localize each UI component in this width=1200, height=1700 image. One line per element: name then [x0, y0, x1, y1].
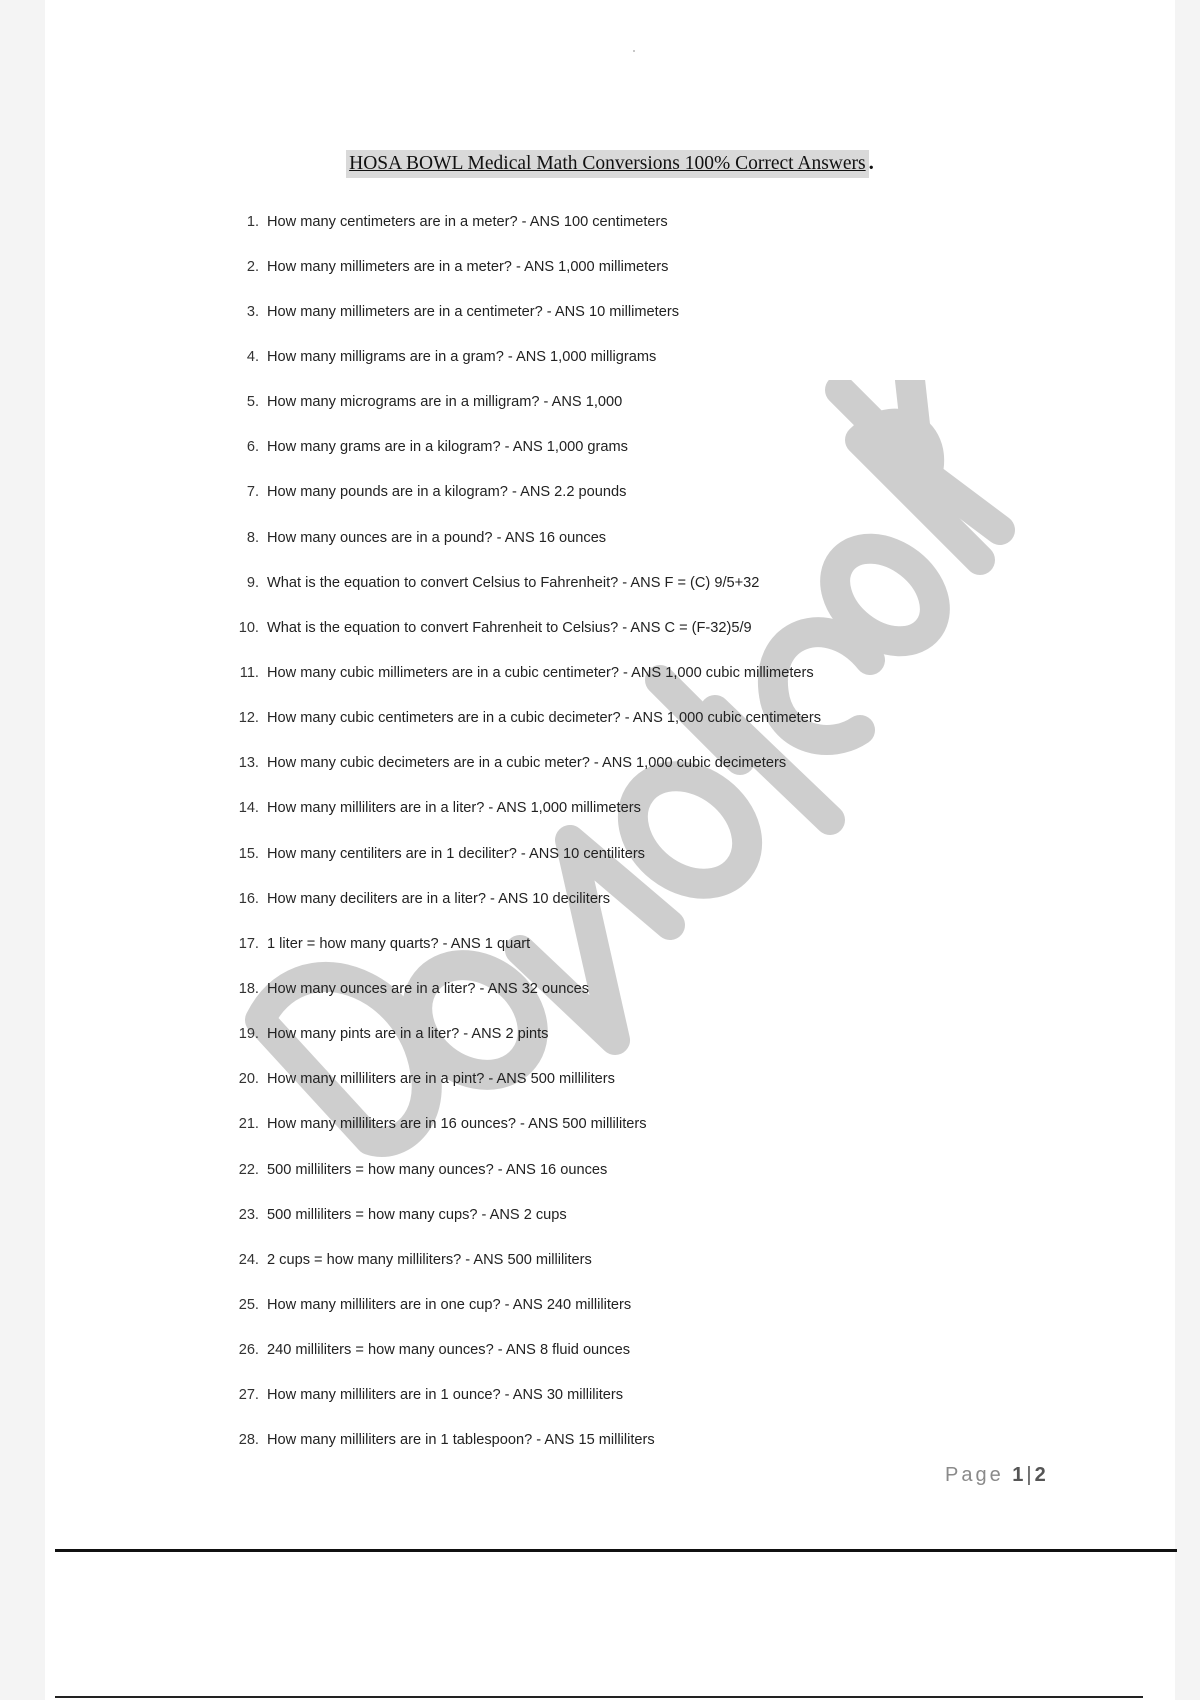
item-text: How many cubic decimeters are in a cubic meter? - ANS 1,000 cubic decimeters — [267, 755, 787, 772]
title-block — [45, 150, 1175, 178]
item-number: 19. — [238, 1026, 259, 1043]
list-item — [225, 425, 821, 470]
item-number: 20. — [238, 1071, 259, 1088]
scan-speck — [633, 50, 635, 52]
item-number: 13. — [238, 755, 259, 772]
page-bottom-divider — [55, 1696, 1143, 1698]
item-text: 240 milliliters = how many ounces? - ANS 8 fluid ounces — [267, 1342, 630, 1359]
item-text: 1 liter = how many quarts? - ANS 1 quart — [267, 935, 531, 952]
item-text: How many milliliters are in 16 ounces? - ANS 500 milliliters — [267, 1116, 647, 1133]
list-item — [225, 696, 821, 741]
page-total: 2 — [1034, 1464, 1049, 1486]
list-item — [225, 605, 821, 650]
page-current: 1 — [1012, 1464, 1027, 1486]
item-text: How many ounces are in a liter? - ANS 32 ounces — [267, 980, 590, 997]
item-text: What is the equation to convert Celsius to Fahrenheit? - ANS F = (C) 9/5+32 — [267, 574, 760, 591]
list-item — [225, 470, 821, 515]
item-number: 25. — [238, 1296, 259, 1313]
list-item — [225, 1102, 821, 1147]
item-text: How many centiliters are in 1 deciliter? - ANS 10 centiliters — [267, 845, 645, 862]
item-number: 24. — [238, 1251, 259, 1268]
list-item — [225, 244, 821, 289]
list-item — [225, 1057, 821, 1102]
list-item — [225, 786, 821, 831]
item-text: How many milliliters are in 1 ounce? - ANS 30 milliliters — [267, 1387, 624, 1404]
item-text: How many pounds are in a kilogram? - ANS 2.2 pounds — [267, 484, 627, 501]
title-period: . — [868, 150, 874, 174]
list-item — [225, 380, 821, 425]
item-number: 16. — [238, 890, 259, 907]
list-item — [225, 199, 821, 244]
page-number — [945, 1464, 1049, 1487]
item-number: 9. — [246, 574, 259, 591]
list-item — [225, 334, 821, 379]
item-text: How many deciliters are in a liter? - ANS 10 deciliters — [267, 890, 611, 907]
item-text: What is the equation to convert Fahrenheit to Celsius? - ANS C = (F-32)5/9 — [267, 619, 752, 636]
item-number: 11. — [239, 664, 259, 681]
page-label: Page — [945, 1464, 1004, 1486]
list-item — [225, 515, 821, 560]
item-number: 14. — [238, 800, 259, 817]
item-text: How many ounces are in a pound? - ANS 16 ounces — [267, 529, 607, 546]
list-item — [225, 1282, 821, 1327]
item-number: 28. — [238, 1432, 259, 1449]
item-number: 23. — [238, 1206, 259, 1223]
page-separator: | — [1026, 1464, 1035, 1486]
item-number: 3. — [246, 303, 259, 320]
item-text: How many centimeters are in a meter? - ANS 100 centimeters — [267, 213, 668, 230]
list-item — [225, 1328, 821, 1373]
item-number: 10. — [238, 619, 259, 636]
document-title: HOSA BOWL Medical Math Conversions 100% Correct Answers — [346, 150, 869, 178]
item-number: 6. — [246, 439, 259, 456]
list-item — [225, 1373, 821, 1418]
item-number: 18. — [238, 980, 259, 997]
document-page — [45, 0, 1175, 1700]
list-item — [225, 1012, 821, 1057]
list-item — [225, 650, 821, 695]
page-divider — [55, 1549, 1177, 1552]
list-item — [225, 1147, 821, 1192]
item-text: 2 cups = how many milliliters? - ANS 500 milliliters — [267, 1251, 592, 1268]
item-number: 4. — [246, 348, 259, 365]
item-text: How many milliliters are in a pint? - ANS 500 milliliters — [267, 1071, 615, 1088]
item-text: How many pints are in a liter? - ANS 2 pints — [267, 1026, 549, 1043]
item-number: 12. — [238, 710, 259, 727]
list-item — [225, 289, 821, 334]
list-item — [225, 876, 821, 921]
item-number: 22. — [238, 1161, 259, 1178]
item-text: 500 milliliters = how many cups? - ANS 2 cups — [267, 1206, 567, 1223]
item-number: 15. — [238, 845, 259, 862]
item-text: How many milliliters are in one cup? - ANS 240 milliliters — [267, 1296, 632, 1313]
list-item — [225, 1192, 821, 1237]
item-number: 8. — [246, 529, 259, 546]
item-text: How many milliliters are in a liter? - ANS 1,000 millimeters — [267, 800, 641, 817]
item-number: 5. — [246, 394, 259, 411]
item-number: 21. — [238, 1116, 259, 1133]
item-text: How many cubic centimeters are in a cubic decimeter? - ANS 1,000 cubic centimeters — [267, 710, 821, 727]
item-text: How many millimeters are in a centimeter? - ANS 10 millimeters — [267, 303, 679, 320]
list-item — [225, 966, 821, 1011]
item-number: 17. — [238, 935, 259, 952]
item-number: 1. — [246, 213, 259, 230]
list-item — [225, 831, 821, 876]
list-item — [225, 1418, 821, 1463]
list-item — [225, 1237, 821, 1282]
item-text: How many millimeters are in a meter? - ANS 1,000 millimeters — [267, 258, 669, 275]
item-text: 500 milliliters = how many ounces? - ANS 16 ounces — [267, 1161, 608, 1178]
item-number: 26. — [238, 1342, 259, 1359]
item-text: How many cubic millimeters are in a cubic centimeter? - ANS 1,000 cubic millimeters — [267, 664, 814, 681]
list-item — [225, 741, 821, 786]
list-item — [225, 560, 821, 605]
item-text: How many grams are in a kilogram? - ANS 1,000 grams — [267, 439, 628, 456]
item-text: How many micrograms are in a milligram? - ANS 1,000 — [267, 394, 623, 411]
question-answer-list — [225, 199, 821, 1463]
item-number: 2. — [246, 258, 259, 275]
item-number: 7. — [246, 484, 259, 501]
list-item — [225, 921, 821, 966]
item-number: 27. — [238, 1387, 259, 1404]
item-text: How many milliliters are in 1 tablespoon? - ANS 15 milliliters — [267, 1432, 655, 1449]
item-text: How many milligrams are in a gram? - ANS 1,000 milligrams — [267, 348, 657, 365]
